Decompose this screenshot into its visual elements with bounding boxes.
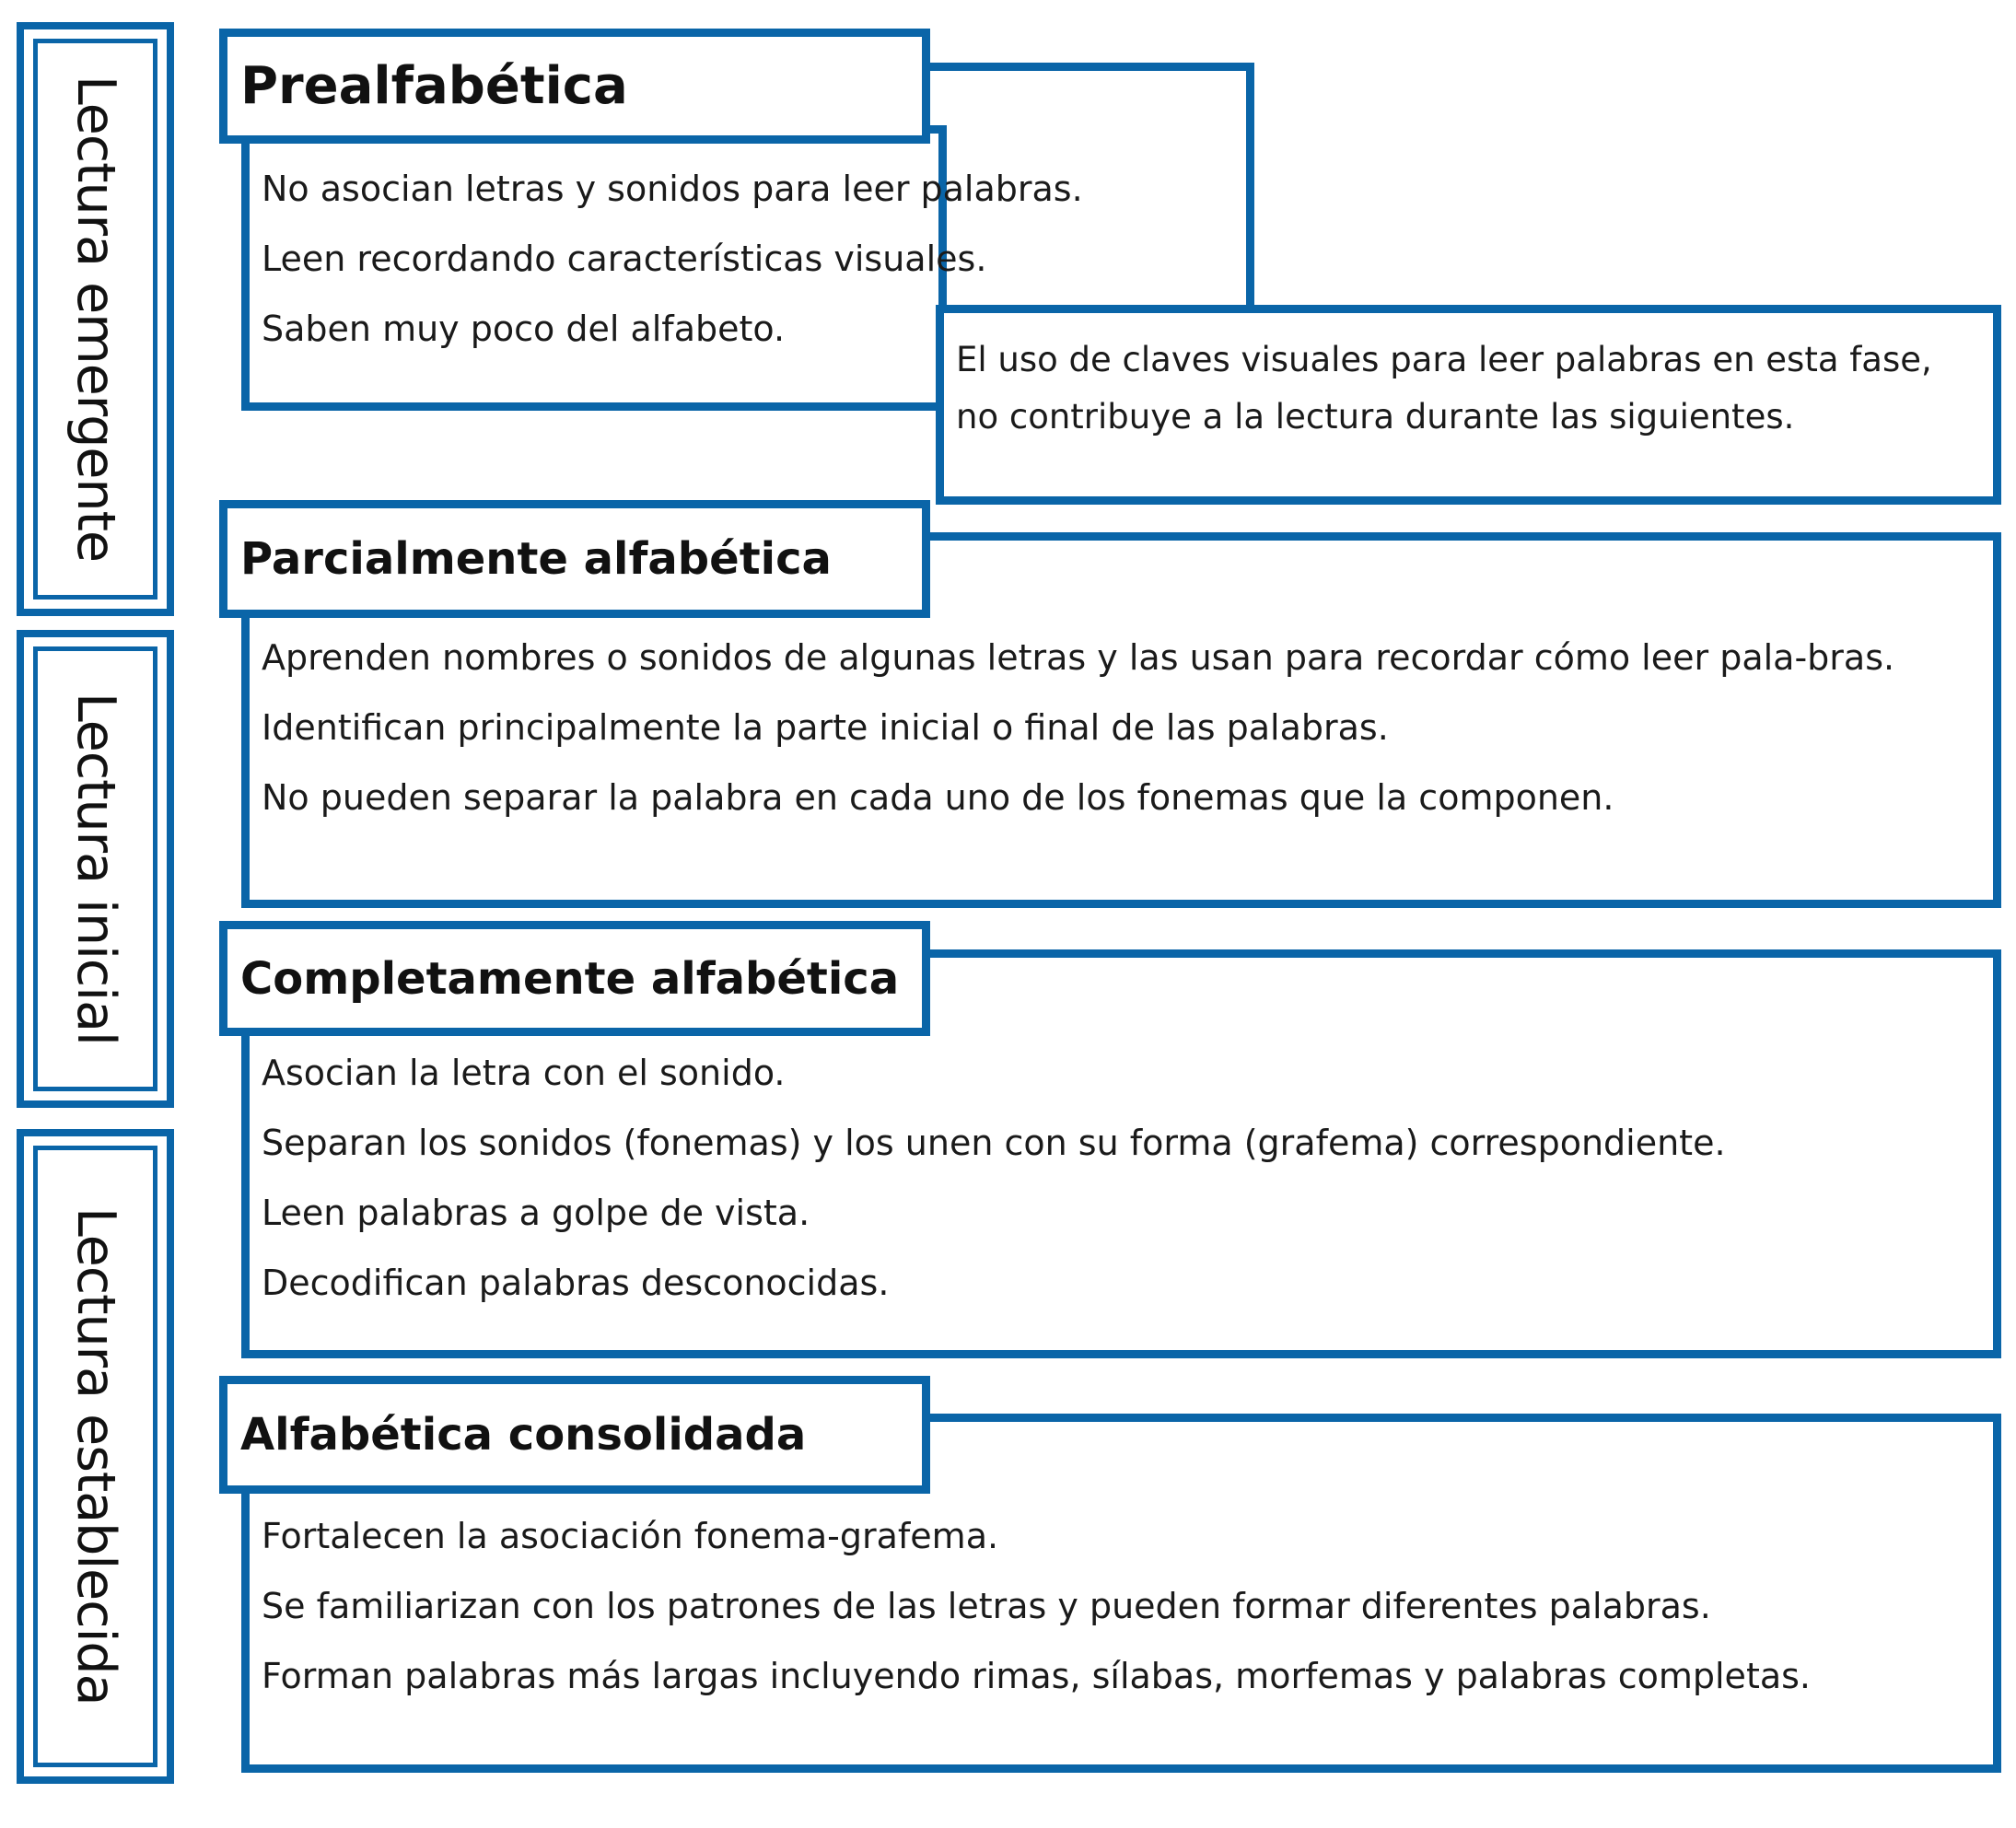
- phase-title-box-completamente: [219, 921, 930, 1036]
- phase-title-box-prealfabetica: [219, 29, 930, 144]
- note-box: [936, 305, 2001, 505]
- phase-title-parcialmente: Parcialmente alfabética: [240, 533, 832, 585]
- phase-title-consolidada: Alfabética consolidada: [240, 1409, 807, 1461]
- stage-label-emergente: Lectura emergente: [65, 76, 126, 563]
- phase-item: No asocian letras y sonidos para leer palabras.: [262, 169, 1083, 209]
- stage-box-inicial: [17, 630, 174, 1108]
- phase-item: Se familiarizan con los patrones de las letras y pueden formar diferentes palabras.: [262, 1586, 1711, 1626]
- stage-box-emergente: [17, 22, 174, 616]
- note-text: El uso de claves visuales para leer palabras en esta fase, no contribuye a la lectura durante las siguientes.: [956, 340, 1932, 437]
- phase-title-box-consolidada: [219, 1376, 930, 1494]
- phase-item: No pueden separar la palabra en cada uno de los fonemas que la componen.: [262, 777, 1614, 818]
- phase-item: Asocian la letra con el sonido.: [262, 1053, 786, 1093]
- stage-box-emergente-inner: [33, 39, 157, 600]
- phase-item: Leen recordando características visuales.: [262, 239, 987, 279]
- phase-item: Fortalecen la asociación fonema-grafema.: [262, 1516, 999, 1556]
- phase-item: Separan los sonidos (fonemas) y los unen con su forma (grafema) correspondiente.: [262, 1123, 1726, 1163]
- connector-right: [1246, 63, 1254, 311]
- phase-item: Aprenden nombres o sonidos de algunas letras y las usan para recordar cómo leer pala-bras.: [262, 637, 1895, 678]
- phase-list-completamente: [262, 1050, 1726, 1330]
- phase-item: Saben muy poco del alfabeto.: [262, 309, 786, 349]
- phase-item: Identifican principalmente la parte inicial o final de las palabras.: [262, 707, 1389, 748]
- phase-item: Decodifican palabras desconocidas.: [262, 1263, 890, 1303]
- stage-label-establecida: Lectura establecida: [65, 1207, 126, 1706]
- phase-title-box-parcialmente: [219, 500, 930, 618]
- phase-title-completamente: Completamente alfabética: [240, 952, 900, 1005]
- stage-box-inicial-inner: [33, 646, 157, 1091]
- phase-title-prealfabetica: Prealfabética: [240, 56, 628, 116]
- stage-box-establecida-inner: [33, 1146, 157, 1767]
- stage-label-inicial: Lectura inicial: [65, 693, 126, 1045]
- connector-top: [921, 63, 1254, 71]
- stage-box-establecida: [17, 1129, 174, 1784]
- phase-list-consolidada: [262, 1513, 1811, 1723]
- phase-item: Leen palabras a golpe de vista.: [262, 1193, 810, 1233]
- phase-item: Forman palabras más largas incluyendo rimas, sílabas, morfemas y palabras completas.: [262, 1656, 1812, 1696]
- phase-list-parcialmente: [262, 635, 1943, 844]
